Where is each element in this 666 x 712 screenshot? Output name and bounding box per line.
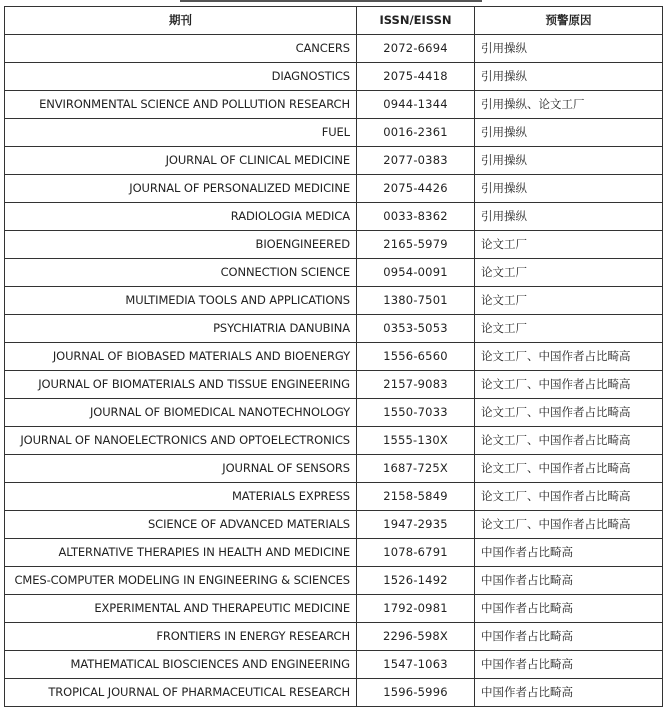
journal-cell: FUEL — [5, 119, 357, 147]
table-row — [5, 175, 663, 203]
journal-cell: SCIENCE OF ADVANCED MATERIALS — [5, 511, 357, 539]
journal-cell: MATERIALS EXPRESS — [5, 483, 357, 511]
table-row — [5, 343, 663, 371]
issn-cell: 0944-1344 — [357, 91, 475, 119]
journal-cell: JOURNAL OF BIOBASED MATERIALS AND BIOENERGY — [5, 343, 357, 371]
issn-cell: 1547-1063 — [357, 651, 475, 679]
issn-cell: 2072-6694 — [357, 35, 475, 63]
journal-cell: PSYCHIATRIA DANUBINA — [5, 315, 357, 343]
issn-cell: 1596-5996 — [357, 679, 475, 707]
reason-cell: 引用操纵 — [475, 119, 663, 147]
issn-cell: 1555-130X — [357, 427, 475, 455]
journal-cell: JOURNAL OF NANOELECTRONICS AND OPTOELECTRONICS — [5, 427, 357, 455]
issn-cell: 1947-2935 — [357, 511, 475, 539]
journal-cell: ALTERNATIVE THERAPIES IN HEALTH AND MEDICINE — [5, 539, 357, 567]
reason-cell: 论文工厂、中国作者占比畸高 — [475, 399, 663, 427]
issn-cell: 1792-0981 — [357, 595, 475, 623]
reason-cell: 引用操纵 — [475, 147, 663, 175]
table-row — [5, 63, 663, 91]
reason-cell: 中国作者占比畸高 — [475, 679, 663, 707]
issn-cell: 2075-4418 — [357, 63, 475, 91]
table-row — [5, 539, 663, 567]
journal-cell: BIOENGINEERED — [5, 231, 357, 259]
issn-cell: 1380-7501 — [357, 287, 475, 315]
journal-cell: CANCERS — [5, 35, 357, 63]
issn-cell: 2075-4426 — [357, 175, 475, 203]
reason-cell: 引用操纵 — [475, 63, 663, 91]
table-row — [5, 427, 663, 455]
reason-cell: 中国作者占比畸高 — [475, 539, 663, 567]
issn-cell: 1526-1492 — [357, 567, 475, 595]
journal-cell: RADIOLOGIA MEDICA — [5, 203, 357, 231]
reason-cell: 论文工厂、中国作者占比畸高 — [475, 371, 663, 399]
table-row — [5, 623, 663, 651]
table-row — [5, 455, 663, 483]
issn-cell: 2077-0383 — [357, 147, 475, 175]
table-row — [5, 91, 663, 119]
reason-cell: 论文工厂、中国作者占比畸高 — [475, 511, 663, 539]
issn-cell: 1556-6560 — [357, 343, 475, 371]
journal-cell: MULTIMEDIA TOOLS AND APPLICATIONS — [5, 287, 357, 315]
journal-cell: JOURNAL OF BIOMEDICAL NANOTECHNOLOGY — [5, 399, 357, 427]
issn-cell: 2165-5979 — [357, 231, 475, 259]
header-journal: 期刊 — [5, 7, 357, 35]
table-row — [5, 315, 663, 343]
journal-cell: EXPERIMENTAL AND THERAPEUTIC MEDICINE — [5, 595, 357, 623]
journal-cell: ENVIRONMENTAL SCIENCE AND POLLUTION RESEARCH — [5, 91, 357, 119]
reason-cell: 引用操纵 — [475, 35, 663, 63]
table-row — [5, 259, 663, 287]
issn-cell: 0033-8362 — [357, 203, 475, 231]
reason-cell: 中国作者占比畸高 — [475, 595, 663, 623]
reason-cell: 中国作者占比畸高 — [475, 567, 663, 595]
reason-cell: 论文工厂、中国作者占比畸高 — [475, 427, 663, 455]
journal-cell: JOURNAL OF CLINICAL MEDICINE — [5, 147, 357, 175]
reason-cell: 论文工厂 — [475, 231, 663, 259]
reason-cell: 中国作者占比畸高 — [475, 651, 663, 679]
journal-cell: JOURNAL OF PERSONALIZED MEDICINE — [5, 175, 357, 203]
issn-cell: 1550-7033 — [357, 399, 475, 427]
table-row — [5, 595, 663, 623]
journal-warning-table — [4, 6, 663, 707]
table-row — [5, 35, 663, 63]
reason-cell: 引用操纵、论文工厂 — [475, 91, 663, 119]
issn-cell: 2158-5849 — [357, 483, 475, 511]
journal-cell: CMES-COMPUTER MODELING IN ENGINEERING & SCIENCES — [5, 567, 357, 595]
reason-cell: 引用操纵 — [475, 175, 663, 203]
issn-cell: 2296-598X — [357, 623, 475, 651]
journal-cell: TROPICAL JOURNAL OF PHARMACEUTICAL RESEARCH — [5, 679, 357, 707]
top-rule — [180, 0, 482, 2]
table-row — [5, 119, 663, 147]
reason-cell: 中国作者占比畸高 — [475, 623, 663, 651]
table-row — [5, 287, 663, 315]
reason-cell: 引用操纵 — [475, 203, 663, 231]
table-header-row — [5, 7, 663, 35]
issn-cell: 1687-725X — [357, 455, 475, 483]
reason-cell: 论文工厂、中国作者占比畸高 — [475, 483, 663, 511]
table-row — [5, 679, 663, 707]
table-row — [5, 399, 663, 427]
table-row — [5, 371, 663, 399]
issn-cell: 0954-0091 — [357, 259, 475, 287]
table-row — [5, 567, 663, 595]
reason-cell: 论文工厂、中国作者占比畸高 — [475, 343, 663, 371]
reason-cell: 论文工厂 — [475, 287, 663, 315]
header-issn: ISSN/EISSN — [357, 7, 475, 35]
issn-cell: 2157-9083 — [357, 371, 475, 399]
table-body — [5, 35, 663, 707]
journal-cell: JOURNAL OF BIOMATERIALS AND TISSUE ENGINEERING — [5, 371, 357, 399]
journal-cell: CONNECTION SCIENCE — [5, 259, 357, 287]
journal-cell: MATHEMATICAL BIOSCIENCES AND ENGINEERING — [5, 651, 357, 679]
issn-cell: 0353-5053 — [357, 315, 475, 343]
header-reason: 预警原因 — [475, 7, 663, 35]
issn-cell: 0016-2361 — [357, 119, 475, 147]
table-row — [5, 203, 663, 231]
issn-cell: 1078-6791 — [357, 539, 475, 567]
journal-cell: DIAGNOSTICS — [5, 63, 357, 91]
reason-cell: 论文工厂 — [475, 315, 663, 343]
table-row — [5, 147, 663, 175]
table-row — [5, 651, 663, 679]
journal-cell: JOURNAL OF SENSORS — [5, 455, 357, 483]
table-row — [5, 483, 663, 511]
table-row — [5, 231, 663, 259]
journal-cell: FRONTIERS IN ENERGY RESEARCH — [5, 623, 357, 651]
reason-cell: 论文工厂、中国作者占比畸高 — [475, 455, 663, 483]
reason-cell: 论文工厂 — [475, 259, 663, 287]
table-row — [5, 511, 663, 539]
